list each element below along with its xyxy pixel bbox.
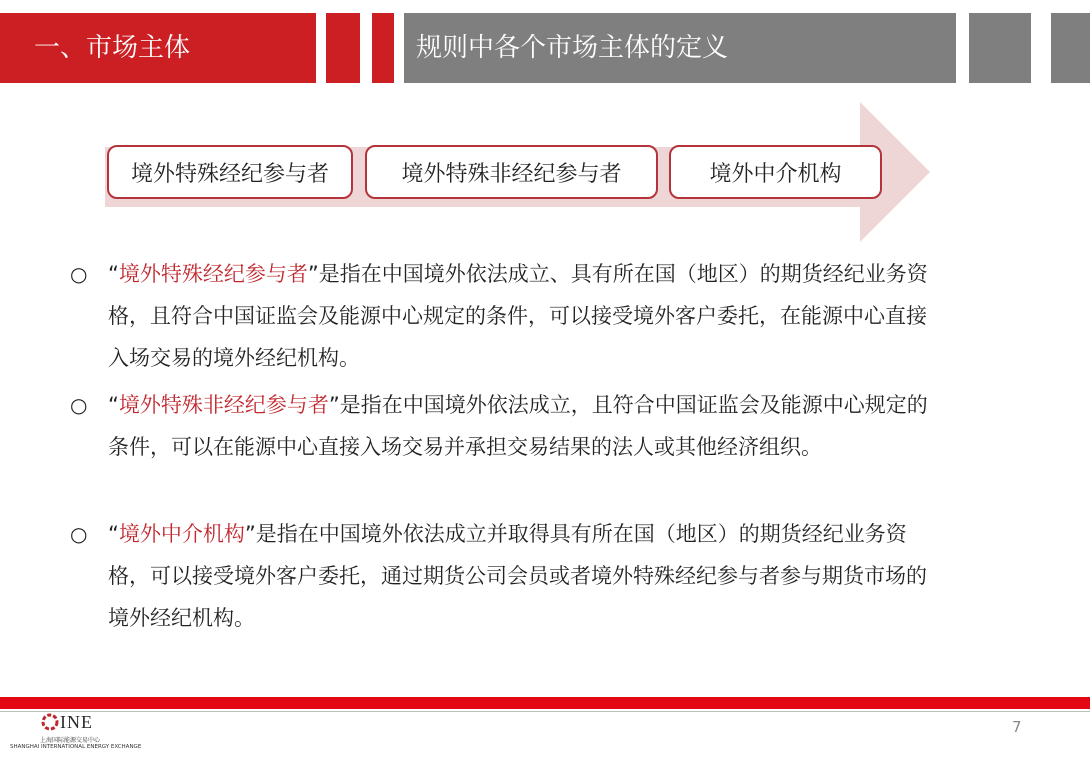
definition-item [70,253,928,379]
chip-label: 境外特殊非经纪参与者 [401,161,622,187]
defined-term: 境外特殊经纪参与者 [118,262,308,286]
footer-bar [0,697,1090,709]
logo-en-name: SHANGHAI INTERNATIONAL ENERGY EXCHANGE [10,744,142,750]
close-quote: ” [307,262,319,286]
page-subtitle: 规则中各个市场主体的定义 [416,33,729,63]
logo-wordmark: INE [60,712,93,732]
defined-term: 境外特殊非经纪参与者 [118,393,329,417]
definition-text: 是指在中国境外依法成立，且符合中国证监会及能源中心规定的条件，可以在能源中心直接入场交易并承担交易结果的法人或其他经济组织。 [108,393,928,459]
definition-item [70,513,928,639]
chip-overseas-special-broker [107,145,353,199]
footer-divider [0,711,1090,712]
logo-cn-name: 上海国际能源交易中心 [40,737,101,744]
page-number: 7 [1012,718,1022,736]
header-grey-block [969,13,1031,83]
bullet-circle-icon: ○ [70,262,88,286]
defined-term: 境外中介机构 [118,522,245,546]
open-quote: “ [108,262,119,286]
chip-overseas-special-non-broker [365,145,658,199]
open-quote: “ [108,522,119,546]
header-stripe [326,13,360,83]
definition-item [70,384,928,468]
definition-text: 是指在中国境外依法成立、具有所在国（地区）的期货经纪业务资格，且符合中国证监会及能源中心规定的条件，可以接受境外客户委托，在能源中心直接入场交易的境外经纪机构。 [108,262,928,370]
close-quote: ” [328,393,340,417]
bullet-circle-icon: ○ [70,393,88,417]
open-quote: “ [108,393,119,417]
header-grey-block [1051,13,1090,83]
header-stripe [372,13,394,83]
bullet-circle-icon: ○ [70,522,88,546]
chip-label: 境外中介机构 [709,161,842,187]
close-quote: ” [244,522,256,546]
definition-text: 是指在中国境外依法成立并取得具有所在国（地区）的期货经纪业务资格，可以接受境外客户委托，通过期货公司会员或者境外特殊经纪参与者参与期货市场的境外经纪机构。 [108,522,927,630]
section-title: 一、市场主体 [34,33,191,63]
ine-logo-icon [40,712,60,732]
chip-overseas-intermediary [669,145,882,199]
chip-label: 境外特殊经纪参与者 [130,161,329,187]
